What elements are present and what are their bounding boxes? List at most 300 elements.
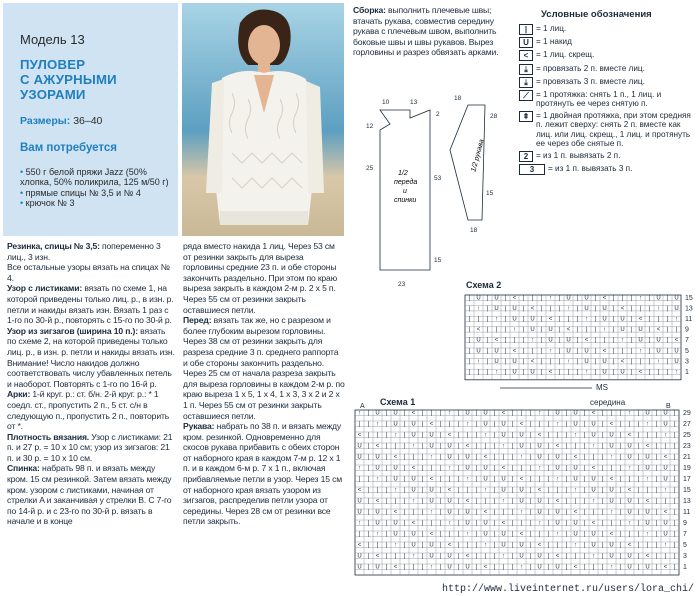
stitch-symbol: |	[403, 454, 406, 461]
stitch-symbol: |	[637, 487, 640, 494]
stitch-symbol: |	[522, 327, 525, 334]
stitch-symbol: U	[512, 369, 517, 376]
stitch-symbol: U	[591, 432, 596, 439]
stitch-symbol: U	[512, 316, 517, 323]
body-label-line: и	[403, 188, 407, 195]
scheme2-row-number: 5	[685, 347, 689, 355]
stitch-symbol: <	[411, 410, 416, 417]
stitch-symbol: <	[591, 465, 596, 472]
legend-item: ⟋ = 1 протяжка: снять 1 п., 1 лиц. и протянуть ее через снятую п.	[519, 90, 699, 109]
stitch-symbol: |	[673, 542, 676, 549]
stitch-symbol: |	[385, 553, 388, 560]
stitch-symbol: |	[421, 476, 424, 483]
stitch-symbol: |	[601, 487, 604, 494]
stitch-symbol: |	[630, 348, 633, 355]
stitch-symbol: |	[493, 432, 496, 439]
stitch-symbol: U	[465, 410, 470, 417]
stitch-symbol: |	[655, 465, 658, 472]
paragraph: Все остальные узоры вязать на спицах № 4.	[7, 262, 170, 283]
stitch-symbol: |	[511, 487, 514, 494]
stitch-symbol: <	[555, 443, 560, 450]
stitch-symbol: ↑	[675, 316, 678, 323]
stitch-symbol: |	[655, 542, 658, 549]
scheme1-row-number: 3	[683, 552, 687, 560]
stitch-symbol: U	[573, 465, 578, 472]
stitch-symbol: ↑	[538, 465, 541, 472]
stitch-symbol: <	[519, 476, 524, 483]
stitch-symbol: |	[630, 337, 633, 344]
stitch-symbol: |	[583, 553, 586, 560]
stitch-symbol: |	[576, 327, 579, 334]
stitch-symbol: |	[576, 305, 579, 312]
stitch-symbol: |	[385, 432, 388, 439]
stitch-symbol: U	[627, 498, 632, 505]
stitch-symbol: <	[447, 487, 452, 494]
stitch-symbol: |	[666, 358, 669, 365]
stitch-symbol: ↑	[358, 410, 361, 417]
stitch-symbol: U	[375, 410, 380, 417]
stitch-symbol: |	[673, 520, 676, 527]
stitch-symbol: U	[573, 421, 578, 428]
paragraph: Арки: 1-й круг. р.: ст. б/н. 2-й круг. р.: * 1 соедл. ст., пропустить 2 п., 5 ст. с/н в следующую п., пропустить 2 п., повторить от *.	[7, 389, 170, 432]
stitch-symbol: |	[493, 498, 496, 505]
stitch-symbol: U	[465, 509, 470, 516]
stitch-symbol: |	[673, 509, 676, 516]
stitch-symbol: <	[656, 327, 661, 334]
paragraph: Узор из зигзагов (ширина 10 п.): вязать по схеме 2, на которой приведены только лиц. р., в изн. р. петли и накиды вязать изн. Внимание! Число накидов должно соответствовать числу убавленных петель и наоборот. Повторять с 1-го по 16-й р.	[7, 325, 175, 389]
stitch-symbol: |	[403, 443, 406, 450]
stitch-symbol: |	[493, 553, 496, 560]
stitch-symbol: U	[645, 465, 650, 472]
stitch-symbol: |	[655, 498, 658, 505]
stitch-symbol: |	[403, 542, 406, 549]
stitch-symbol: U	[674, 348, 679, 355]
stitch-symbol: U	[393, 410, 398, 417]
stitch-symbol: |	[601, 443, 604, 450]
stitch-symbol: U	[357, 564, 362, 571]
scheme1-row-number: 17	[683, 475, 691, 483]
stitch-symbol: |	[583, 432, 586, 439]
stitch-symbol: |	[628, 421, 631, 428]
stitch-symbol: |	[468, 327, 471, 334]
stitch-symbol: |	[619, 410, 622, 417]
stitch-symbol: ↑	[603, 327, 606, 334]
stitch-symbol: ↑	[376, 531, 379, 538]
stitch-symbol: U	[411, 531, 416, 538]
paragraph: Спинка: набрать 98 п. и вязать между кром. 15 см резинкой. Затем вязать между кром. узором с листиками, начиная от стрелки A и заканчивая у стрелки B. С 7-го по 14-й р. и с 23-го по 30-й р. вязать в начале и в конце	[7, 463, 172, 527]
stitch-symbol: ↑	[376, 421, 379, 428]
stitch-symbol: ↑	[610, 454, 613, 461]
stitch-symbol: <	[627, 432, 632, 439]
stitch-symbol: |	[403, 520, 406, 527]
stitch-symbol: U	[519, 487, 524, 494]
stitch-symbol: ↑	[520, 564, 523, 571]
stitch-symbol: |	[601, 410, 604, 417]
stitch-symbol: ↑	[585, 369, 588, 376]
stitch-symbol: <	[512, 348, 517, 355]
stitch-symbol: |	[502, 564, 505, 571]
stitch-symbol: U	[447, 553, 452, 560]
stitch-symbol: |	[367, 454, 370, 461]
stitch-symbol: |	[628, 476, 631, 483]
stitch-symbol: |	[594, 316, 597, 323]
stitch-symbol: |	[475, 465, 478, 472]
stitch-symbol: |	[529, 465, 532, 472]
stitch-symbol: |	[547, 454, 550, 461]
stitch-symbol: ↑	[574, 542, 577, 549]
stitch-symbol: |	[655, 509, 658, 516]
stitch-symbol: U	[663, 465, 668, 472]
stitch-symbol: |	[612, 369, 615, 376]
stitch-symbol: U	[663, 476, 668, 483]
stitch-symbol: |	[594, 295, 597, 302]
stitch-symbol: <	[645, 553, 650, 560]
stitch-symbol: U	[393, 520, 398, 527]
paragraph: Перед: вязать так же, но с разрезом и более глубоким вырезом горловины. Через 38 см от резинки закрыть для разреза средние 3 п. среднего раппорта и обе стороны закончить раздельно. Через 25 см от начала разреза закрыть для выреза горловины в каждом 2-м р. по краю выреза 1 х 5, 1 х 4, 1 х 3, 3 х 2 и 2 х 1 п. Через 55 см от резинки закрыть оставшиеся петли.	[183, 315, 345, 421]
stitch-symbol: <	[519, 531, 524, 538]
stitch-symbol: <	[573, 454, 578, 461]
stitch-symbol: |	[520, 465, 523, 472]
stitch-symbol: |	[421, 553, 424, 560]
stitch-symbol: |	[430, 410, 433, 417]
stitch-symbol: |	[583, 487, 586, 494]
stitch-symbol: U	[602, 316, 607, 323]
stitch-symbol: ↑	[621, 337, 624, 344]
stitch-symbol: ↑	[628, 520, 631, 527]
stitch-symbol: ↑	[358, 520, 361, 527]
stitch-symbol: ↑	[430, 564, 433, 571]
stitch-symbol: ↑	[639, 348, 642, 355]
stitch-symbol: |	[664, 443, 667, 450]
scheme2-row-number: 15	[685, 294, 693, 302]
stitch-symbol: ↑	[657, 305, 660, 312]
stitch-symbol: |	[504, 358, 507, 365]
stitch-symbol: U	[429, 542, 434, 549]
stitch-symbol: U	[627, 443, 632, 450]
dim-label: 23	[398, 281, 406, 288]
stitch-symbol: |	[367, 443, 370, 450]
scheme1-row-number: 13	[683, 497, 691, 505]
stitch-symbol: |	[522, 358, 525, 365]
stitch-symbol: |	[547, 553, 550, 560]
stitch-symbol: U	[627, 553, 632, 560]
stitch-symbol: |	[540, 348, 543, 355]
stitch-symbol: |	[421, 498, 424, 505]
stitch-symbol: U	[357, 553, 362, 560]
legend-title: Условные обозначения	[541, 9, 652, 20]
stitch-symbol: |	[367, 553, 370, 560]
stitch-symbol: |	[468, 295, 471, 302]
paragraph: Узор с листиками: вязать по схеме 1, на которой приведены только лиц. р., в изн. р. петли и накиды вязать изн. Вязать 1 раз с 1-го по 30-й р., повторять с 15-го по 30-й р.	[7, 283, 174, 326]
stitch-symbol: |	[567, 369, 570, 376]
stitch-symbol: <	[447, 542, 452, 549]
stitch-symbol: |	[475, 443, 478, 450]
stitch-symbol: |	[540, 337, 543, 344]
stitch-symbol: <	[537, 542, 542, 549]
materials-title-line: Вам потребуется	[20, 142, 118, 154]
stitch-symbol: <	[548, 316, 553, 323]
stitch-symbol: |	[565, 520, 568, 527]
stitch-symbol: |	[439, 454, 442, 461]
stitch-symbol: |	[486, 358, 489, 365]
stitch-symbol: ↑	[585, 316, 588, 323]
stitch-symbol: |	[367, 465, 370, 472]
stitch-symbol: |	[565, 531, 568, 538]
stitch-symbol: |	[529, 476, 532, 483]
stitch-symbol: <	[429, 531, 434, 538]
stitch-symbol: ↑	[502, 498, 505, 505]
stitch-symbol: |	[601, 476, 604, 483]
stitch-symbol: |	[549, 358, 552, 365]
stitch-symbol: <	[465, 553, 470, 560]
stitch-symbol: |	[403, 476, 406, 483]
stitch-symbol: ↑	[592, 498, 595, 505]
stitch-symbol: |	[475, 487, 478, 494]
stitch-symbol: <	[627, 542, 632, 549]
stitch-symbol: |	[493, 531, 496, 538]
stitch-symbol: U	[393, 531, 398, 538]
stitch-symbol: U	[411, 432, 416, 439]
stitch-symbol: |	[457, 476, 460, 483]
stitch-symbol: |	[583, 476, 586, 483]
stitch-symbol: U	[411, 542, 416, 549]
stitch-symbol: <	[357, 542, 362, 549]
stitch-symbol: |	[630, 327, 633, 334]
stitch-symbol: |	[630, 369, 633, 376]
stitch-symbol: <	[519, 421, 524, 428]
stitch-symbol: U	[638, 337, 643, 344]
stitch-symbol: |	[666, 348, 669, 355]
stitch-symbol: |	[511, 564, 514, 571]
stitch-symbol: |	[655, 432, 658, 439]
stitch-symbol: ↑	[484, 432, 487, 439]
scheme1-row-number: 19	[683, 464, 691, 472]
stitch-symbol: U	[555, 520, 560, 527]
scheme1-row-number: 9	[683, 519, 687, 527]
stitch-symbol: |	[574, 498, 577, 505]
legend-item: 3 = из 1 п. вывязать 3 п.	[519, 164, 699, 175]
stitch-symbol: |	[673, 421, 676, 428]
stitch-symbol: |	[468, 369, 471, 376]
stitch-symbol: |	[421, 454, 424, 461]
stitch-symbol: |	[558, 348, 561, 355]
body-label-line: переда	[394, 179, 418, 186]
stitch-symbol: |	[637, 443, 640, 450]
stitch-symbol: |	[457, 520, 460, 527]
scheme2-row-number: 3	[685, 358, 689, 366]
stitch-symbol: |	[504, 369, 507, 376]
stitch-symbol: ↑	[574, 432, 577, 439]
stitch-symbol: U	[555, 465, 560, 472]
dim-label: 53	[434, 175, 442, 182]
stitch-symbol: <	[512, 295, 517, 302]
stitch-symbol: ↑	[675, 369, 678, 376]
paragraph: Рукава: набрать по 38 п. и вязать между кром. резинкой. Одновременно для скосов рукава прибавить с обеих сторон от наборного края в каждом 7-м р. 12 х 1 п. и в каждом 6-м р. 7 х 1 п., включая прибавляемые петли в узор. Через 15 см от наборного края вязать узором из зигзагов, распределив петли узора от середины. Через 28 см от резинки все петли закрыть.	[183, 421, 342, 527]
stitch-symbol: |	[529, 498, 532, 505]
legend-item: ⤓ = провязать 2 п. вместе лиц.	[519, 64, 699, 75]
stitch-symbol: <	[537, 432, 542, 439]
stitch-symbol: U	[357, 454, 362, 461]
stitch-symbol: |	[385, 520, 388, 527]
stitch-symbol: |	[468, 337, 471, 344]
stitch-symbol: |	[565, 421, 568, 428]
stitch-symbol: |	[637, 421, 640, 428]
stitch-symbol: |	[565, 465, 568, 472]
stitch-symbol: U	[429, 553, 434, 560]
stitch-symbol: |	[367, 421, 370, 428]
stitch-symbol: |	[457, 432, 460, 439]
stitch-symbol: <	[483, 454, 488, 461]
stitch-symbol: |	[612, 316, 615, 323]
stitch-symbol: ↑	[513, 327, 516, 334]
stitch-symbol: |	[666, 327, 669, 334]
stitch-symbol: ↑	[646, 531, 649, 538]
stitch-symbol: |	[655, 553, 658, 560]
stitch-symbol: |	[630, 305, 633, 312]
stitch-symbol: |	[558, 369, 561, 376]
stitch-symbol: |	[475, 564, 478, 571]
stitch-symbol: |	[385, 542, 388, 549]
stitch-symbol: |	[655, 421, 658, 428]
dim-label: 28	[490, 113, 498, 120]
dim-label: 18	[470, 227, 478, 234]
stitch-symbol: |	[673, 553, 676, 560]
stitch-symbol: |	[646, 542, 649, 549]
stitch-symbol: |	[619, 553, 622, 560]
stitch-symbol: |	[439, 498, 442, 505]
stitch-symbol: <	[476, 327, 481, 334]
stitch-symbol: <	[548, 369, 553, 376]
stitch-symbol: |	[637, 553, 640, 560]
stitch-symbol: |	[448, 531, 451, 538]
stitch-symbol: ↑	[592, 443, 595, 450]
stitch-symbol: ↑	[466, 531, 469, 538]
stitch-symbol: |	[486, 348, 489, 355]
stitch-symbol: |	[367, 531, 370, 538]
stitch-symbol: |	[675, 327, 678, 334]
stitch-symbol: |	[385, 476, 388, 483]
stitch-symbol: |	[547, 531, 550, 538]
stitch-symbol: |	[547, 498, 550, 505]
stitch-symbol: <	[494, 337, 499, 344]
stitch-symbol: |	[574, 553, 577, 560]
stitch-symbol: |	[612, 305, 615, 312]
stitch-symbol: |	[475, 432, 478, 439]
stitch-symbol: |	[583, 509, 586, 516]
stitch-symbol: |	[403, 487, 406, 494]
stitch-symbol: |	[439, 553, 442, 560]
stitch-symbol: <	[663, 454, 668, 461]
stitch-symbol: |	[673, 476, 676, 483]
stitch-symbol: U	[609, 487, 614, 494]
stitch-symbol: |	[358, 531, 361, 538]
stitch-symbol: |	[628, 531, 631, 538]
stitch-symbol: |	[637, 520, 640, 527]
stitch-symbol: ↑	[477, 358, 480, 365]
stitch-symbol: |	[412, 454, 415, 461]
stitch-symbol: |	[601, 564, 604, 571]
stitch-symbol: |	[576, 295, 579, 302]
stitch-symbol: U	[519, 498, 524, 505]
stitch-symbol: |	[565, 476, 568, 483]
stitch-symbol: |	[511, 476, 514, 483]
material-item: • 550 г белой пряжи Jazz (50% хлопка, 50% поликрила, 125 м/50 г)	[20, 167, 169, 188]
stitch-symbol: ↑	[628, 465, 631, 472]
stitch-symbol: U	[566, 348, 571, 355]
stitch-symbol: |	[558, 327, 561, 334]
stitch-symbol: |	[619, 443, 622, 450]
stitch-symbol: |	[421, 421, 424, 428]
stitch-symbol: |	[511, 443, 514, 450]
stitch-symbol: ↑	[412, 443, 415, 450]
stitch-symbol: |	[619, 531, 622, 538]
title-line: УЗОРАМИ	[20, 87, 86, 102]
stitch-symbol: <	[465, 443, 470, 450]
stitch-symbol: |	[486, 327, 489, 334]
stitch-symbol: |	[457, 553, 460, 560]
stitch-symbol: |	[439, 542, 442, 549]
stitch-symbol: U	[638, 327, 643, 334]
stitch-symbol: |	[637, 498, 640, 505]
scheme1-row-number: 7	[683, 530, 687, 538]
stitch-symbol: U	[519, 553, 524, 560]
stitch-symbol: |	[511, 454, 514, 461]
stitch-symbol: |	[621, 348, 624, 355]
material-item: • крючок № 3	[20, 197, 75, 208]
stitch-symbol: |	[565, 553, 568, 560]
stitch-symbol: U	[375, 564, 380, 571]
stitch-symbol: <	[375, 498, 380, 505]
stitch-symbol: ↑	[477, 305, 480, 312]
stitch-symbol: |	[484, 553, 487, 560]
stitch-symbol: U	[537, 509, 542, 516]
stitch-symbol: |	[493, 520, 496, 527]
stitch-symbol: |	[412, 564, 415, 571]
stitch-symbol: |	[486, 295, 489, 302]
scheme1-grid	[355, 410, 679, 575]
stitch-symbol: |	[493, 476, 496, 483]
stitch-symbol: |	[547, 564, 550, 571]
stitch-symbol: U	[501, 542, 506, 549]
stitch-symbol: |	[558, 358, 561, 365]
stitch-symbol: |	[648, 316, 651, 323]
stitch-symbol: U	[512, 305, 517, 312]
stitch-symbol: U	[591, 476, 596, 483]
stitch-symbol: |	[547, 476, 550, 483]
stitch-symbol: <	[357, 487, 362, 494]
stitch-symbol: |	[547, 542, 550, 549]
stitch-symbol: |	[367, 542, 370, 549]
stitch-symbol: |	[394, 498, 397, 505]
dim-label: 12	[366, 123, 374, 130]
stitch-symbol: |	[621, 295, 624, 302]
scheme1-row-number: 11	[683, 508, 691, 516]
stitch-symbol: ↑	[556, 476, 559, 483]
stitch-symbol: |	[646, 487, 649, 494]
scheme2-row-number: 11	[685, 315, 693, 323]
stitch-symbol: |	[655, 454, 658, 461]
stitch-symbol: |	[493, 509, 496, 516]
stitch-symbol: U	[447, 509, 452, 516]
stitch-symbol: |	[376, 542, 379, 549]
stitch-symbol: U	[465, 564, 470, 571]
stitch-symbol: |	[603, 337, 606, 344]
stitch-symbol: |	[594, 358, 597, 365]
stitch-symbol: |	[531, 295, 534, 302]
stitch-symbol: |	[549, 305, 552, 312]
stitch-symbol: |	[520, 410, 523, 417]
stitch-symbol: U	[548, 327, 553, 334]
